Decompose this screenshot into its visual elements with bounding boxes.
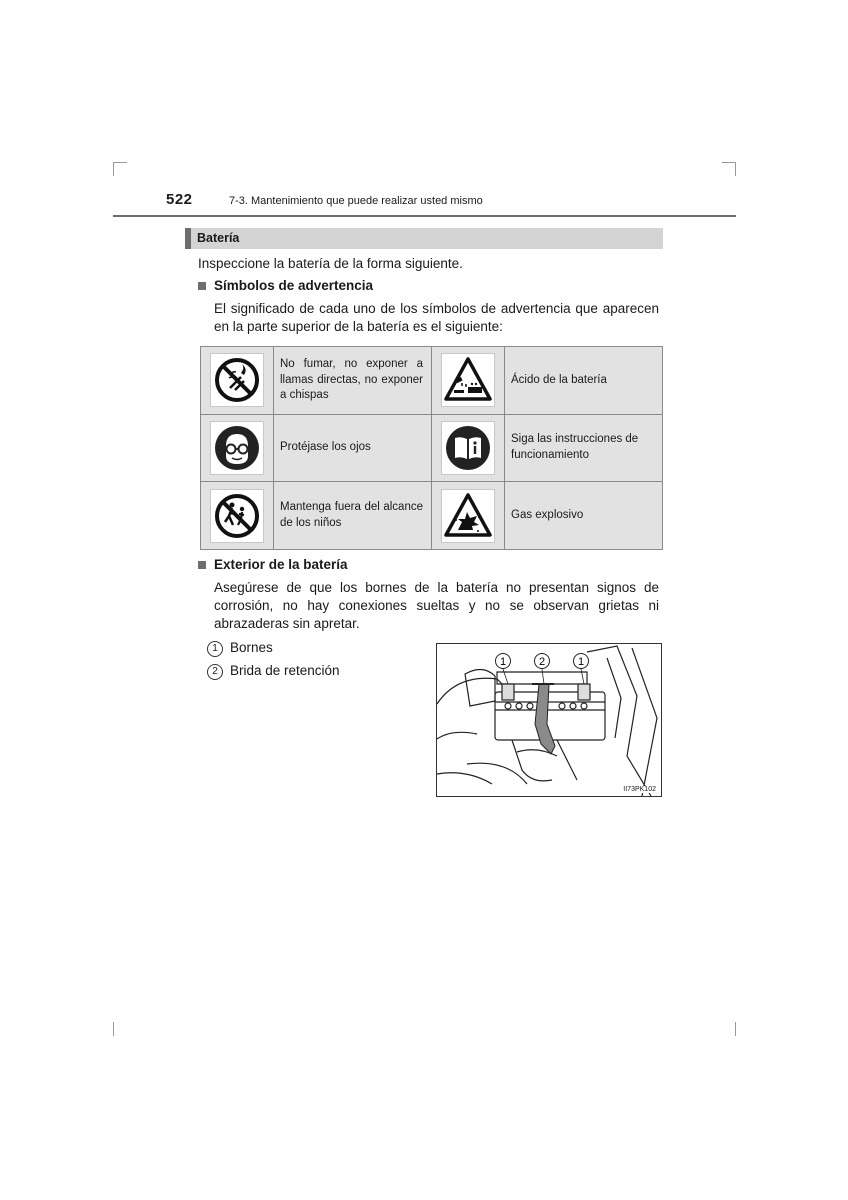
- figure-callout: 1: [577, 656, 585, 668]
- read-instructions-icon: [441, 421, 495, 475]
- callout-number: 2: [207, 664, 223, 680]
- battery-acid-icon: [441, 353, 495, 407]
- legend-item: [207, 640, 273, 657]
- table-row: [201, 347, 663, 415]
- symbol-description: No fumar, no exponer a llamas directas, no exponer a chispas: [274, 347, 432, 415]
- crop-mark: [722, 162, 736, 163]
- eye-protection-icon: [210, 421, 264, 475]
- symbol-description: Protéjase los ojos: [274, 414, 432, 482]
- crop-mark: [735, 162, 736, 176]
- table-row: [201, 414, 663, 482]
- table-row: [201, 482, 663, 550]
- callout-number: 1: [207, 641, 223, 657]
- warning-symbols-heading-text: Símbolos de advertencia: [214, 278, 374, 293]
- icon-cell: [201, 414, 274, 482]
- page-number: 522: [166, 191, 193, 208]
- exterior-heading: [198, 557, 348, 572]
- section-intro: Inspeccione la batería de la forma siguiente.: [198, 256, 463, 271]
- crop-mark: [735, 1022, 736, 1036]
- icon-cell: [432, 347, 505, 415]
- crop-mark: [113, 162, 114, 176]
- symbol-description: Mantenga fuera del alcance de los niños: [274, 482, 432, 550]
- square-bullet-icon: [198, 282, 206, 290]
- legend-label: Bornes: [230, 640, 273, 655]
- no-smoking-flames-icon: [210, 353, 264, 407]
- keep-away-children-icon: [210, 489, 264, 543]
- section-title-bar: [185, 228, 663, 249]
- square-bullet-icon: [198, 561, 206, 569]
- warning-symbols-table: [200, 346, 663, 550]
- figure-callout: 2: [538, 656, 546, 668]
- explosive-gas-icon: [441, 489, 495, 543]
- icon-cell: [201, 347, 274, 415]
- running-head: 7-3. Mantenimiento que puede realizar usted mismo: [229, 195, 483, 207]
- header-rule: [113, 215, 736, 217]
- crop-mark: [113, 1022, 114, 1036]
- battery-illustration: [436, 643, 662, 797]
- symbol-description: Siga las instrucciones de funcionamiento: [505, 414, 663, 482]
- symbol-description: Ácido de la batería: [505, 347, 663, 415]
- figure-code: II73PK102: [623, 786, 656, 793]
- warning-symbols-heading: [198, 278, 373, 293]
- symbol-description: Gas explosivo: [505, 482, 663, 550]
- section-title: Batería: [197, 231, 240, 245]
- exterior-body: Asegúrese de que los bornes de la batería no presentan signos de corrosión, no hay conexiones sueltas y no se observan grietas ni abrazaderas sin apretar.: [214, 580, 659, 631]
- exterior-heading-text: Exterior de la batería: [214, 557, 348, 572]
- legend-label: Brida de retención: [230, 663, 340, 678]
- legend-item: [207, 663, 340, 680]
- figure-callout: 1: [499, 656, 507, 668]
- warning-symbols-body: El significado de cada uno de los símbolos de advertencia que aparecen en la parte superior de la batería es el siguiente:: [214, 301, 659, 334]
- icon-cell: [432, 414, 505, 482]
- crop-mark: [113, 162, 127, 163]
- icon-cell: [432, 482, 505, 550]
- icon-cell: [201, 482, 274, 550]
